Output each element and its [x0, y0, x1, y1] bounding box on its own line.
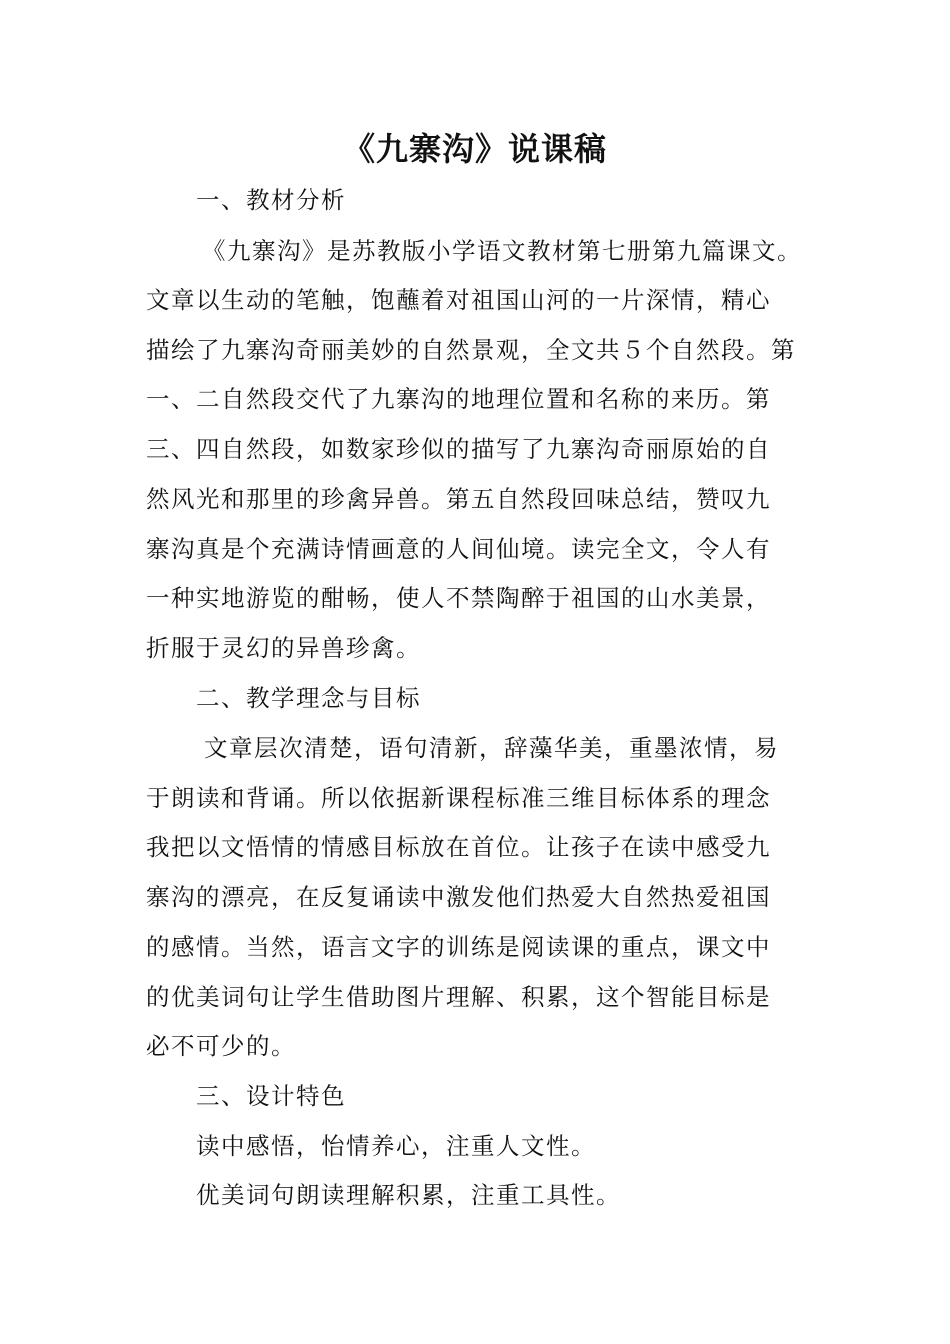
paragraph-line: 折服于灵幻的异兽珍禽。 — [146, 634, 421, 662]
paragraph-line: 文章以生动的笔触，饱蘸着对祖国山河的一片深情，精心 — [146, 286, 771, 314]
paragraph-line: 的优美词句让学生借助图片理解、积累，这个智能目标是 — [146, 983, 771, 1011]
paragraph-line: 读中感悟，怡情养心，注重人文性。 — [196, 1132, 596, 1160]
section-heading-2: 二、教学理念与目标 — [196, 684, 421, 712]
paragraph-line: 我把以文悟情的情感目标放在首位。让孩子在读中感受九 — [146, 833, 771, 861]
paragraph-line: 描绘了九寨沟奇丽美妙的自然景观，全文共５个自然段。第 — [146, 336, 796, 364]
paragraph-line: 三、四自然段，如数家珍似的描写了九寨沟奇丽原始的自 — [146, 435, 771, 463]
paragraph-line: 一种实地游览的酣畅，使人不禁陶醉于祖国的山水美景， — [146, 584, 771, 612]
paragraph-line: 《九寨沟》是苏教版小学语文教材第七册第九篇课文。 — [202, 237, 802, 265]
paragraph-line: 文章层次清楚，语句清新，辞藻华美，重墨浓情，易 — [204, 734, 779, 762]
paragraph-line: 寨沟真是个充满诗情画意的人间仙境。读完全文，令人有 — [146, 535, 771, 563]
paragraph-line: 的感情。当然，语言文字的训练是阅读课的重点，课文中 — [146, 933, 771, 961]
paragraph-line: 必不可少的。 — [146, 1032, 296, 1060]
paragraph-line: 然风光和那里的珍禽异兽。第五自然段回味总结，赞叹九 — [146, 485, 771, 513]
paragraph-line: 一、二自然段交代了九寨沟的地理位置和名称的来历。第 — [146, 385, 771, 413]
paragraph-line: 寨沟的漂亮，在反复诵读中激发他们热爱大自然热爱祖国 — [146, 883, 771, 911]
section-heading-1: 一、教材分析 — [196, 186, 346, 214]
paragraph-line: 于朗读和背诵。所以依据新课程标准三维目标体系的理念 — [146, 784, 771, 812]
section-heading-3: 三、设计特色 — [196, 1082, 346, 1110]
paragraph-line: 优美词句朗读理解积累，注重工具性。 — [196, 1181, 621, 1209]
page-title: 《九寨沟》说课稿 — [342, 130, 607, 168]
